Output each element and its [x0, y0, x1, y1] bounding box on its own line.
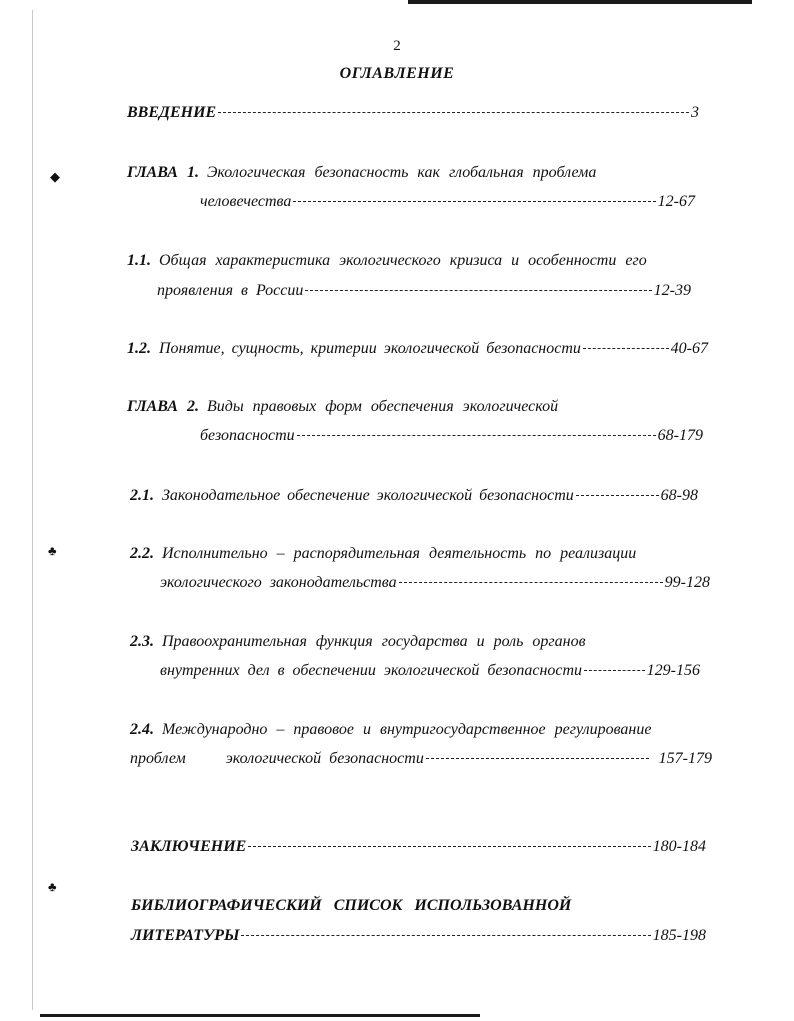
- dotted-leader: [241, 935, 650, 936]
- toc-entry-title: Международно – правовое и внутригосударственное регулирование: [162, 721, 652, 738]
- toc-entry-section-1-2[interactable]: [127, 340, 708, 358]
- toc-entry-chapter-2-cont: [200, 427, 703, 445]
- toc-entry-pages: 129-156: [646, 662, 700, 679]
- toc-entry-number: ГЛАВА 2.: [127, 398, 199, 415]
- toc-entry-pages: 157-179: [658, 750, 712, 767]
- scan-edge-bottom: [40, 1014, 480, 1017]
- toc-entry-section-2-4-cont: [130, 750, 712, 768]
- dotted-leader: [218, 112, 689, 113]
- toc-entry-number: 2.4.: [130, 721, 154, 738]
- binder-hole-mark: ♣: [48, 543, 57, 558]
- toc-entry-pages: 99-128: [664, 574, 710, 591]
- dotted-leader: [305, 290, 651, 291]
- page-title: ОГЛАВЛЕНИЕ: [339, 65, 455, 82]
- toc-entry-section-2-2-cont: [160, 574, 710, 592]
- toc-entry-pages: 185-198: [652, 927, 706, 944]
- toc-entry-pages: 68-98: [660, 487, 698, 504]
- toc-entry-title: БИБЛИОГРАФИЧЕСКИЙ СПИСОК ИСПОЛЬЗОВАННОЙ: [131, 897, 572, 914]
- toc-entry-title: Понятие, сущность, критерии экологической безопасности: [159, 340, 581, 357]
- toc-entry-number: 2.2.: [130, 545, 154, 562]
- toc-entry-title: Законодательное обеспечение экологической безопасности: [162, 487, 574, 504]
- toc-entry-number: 1.1.: [127, 252, 151, 269]
- toc-entry-section-1-1-cont: [157, 282, 691, 300]
- scan-edge-left: [32, 10, 33, 1010]
- toc-entry-title-cont: экологического законодательства: [160, 574, 397, 591]
- toc-entry-title-cont: внутренних дел в обеспечении экологической безопасности: [160, 662, 583, 679]
- dotted-leader: [399, 582, 663, 583]
- binder-hole-mark: ♣: [48, 879, 57, 894]
- toc-entry-section-1-1[interactable]: [127, 252, 647, 270]
- toc-entry-pages: 68-179: [657, 427, 703, 444]
- toc-entry-chapter-1-cont: [200, 193, 695, 211]
- toc-entry-section-2-2[interactable]: [130, 545, 636, 563]
- toc-entry-title-cont: проблем экологической безопасности: [130, 750, 424, 767]
- page-number: 2: [393, 38, 401, 54]
- dotted-leader: [583, 348, 669, 349]
- toc-entry-title: Экологическая безопасность как глобальная проблема: [206, 164, 597, 181]
- toc-entry-title-cont: человечества: [200, 193, 292, 210]
- toc-entry-pages: 180-184: [652, 838, 706, 855]
- toc-entry-label: ВВЕДЕНИЕ: [127, 104, 217, 121]
- toc-entry-label: ЗАКЛЮЧЕНИЕ: [131, 838, 247, 855]
- toc-entry-title-cont: проявления в России: [157, 282, 304, 299]
- toc-entry-title-cont: безопасности: [200, 427, 295, 444]
- toc-entry-bibliography[interactable]: [131, 897, 571, 915]
- toc-entry-introduction[interactable]: [127, 104, 699, 122]
- toc-entry-title-cont: ЛИТЕРАТУРЫ: [131, 927, 240, 944]
- toc-entry-section-2-3-cont: [160, 662, 700, 680]
- toc-entry-pages: 40-67: [670, 340, 708, 357]
- dotted-leader: [576, 495, 659, 496]
- toc-entry-number: 2.3.: [130, 633, 154, 650]
- toc-entry-pages: 3: [691, 104, 699, 121]
- dotted-leader: [426, 758, 649, 759]
- toc-entry-number: ГЛАВА 1.: [127, 164, 199, 181]
- dotted-leader: [248, 846, 650, 847]
- scan-edge-top: [408, 0, 752, 4]
- toc-entry-bibliography-cont: [131, 927, 706, 945]
- toc-entry-section-2-1[interactable]: [130, 487, 698, 505]
- toc-entry-chapter-2[interactable]: [127, 398, 558, 416]
- toc-entry-pages: 12-39: [653, 282, 691, 299]
- toc-entry-number: 1.2.: [127, 340, 151, 357]
- toc-entry-pages: 12-67: [657, 193, 695, 210]
- toc-entry-title: Виды правовых форм обеспечения экологической: [206, 398, 559, 415]
- binder-hole-mark: ◆: [50, 169, 60, 184]
- toc-entry-section-2-4[interactable]: [130, 721, 651, 739]
- toc-entry-title: Правоохранительная функция государства и роль органов: [162, 633, 586, 650]
- dotted-leader: [293, 201, 655, 202]
- toc-entry-chapter-1[interactable]: [127, 164, 596, 182]
- toc-entry-number: 2.1.: [130, 487, 154, 504]
- dotted-leader: [584, 670, 645, 671]
- toc-entry-title: Исполнительно – распорядительная деятельность по реализации: [162, 545, 637, 562]
- toc-entry-title: Общая характеристика экологического кризиса и особенности его: [159, 252, 647, 269]
- dotted-leader: [297, 435, 656, 436]
- toc-entry-section-2-3[interactable]: [130, 633, 586, 651]
- toc-entry-conclusion[interactable]: [131, 838, 706, 856]
